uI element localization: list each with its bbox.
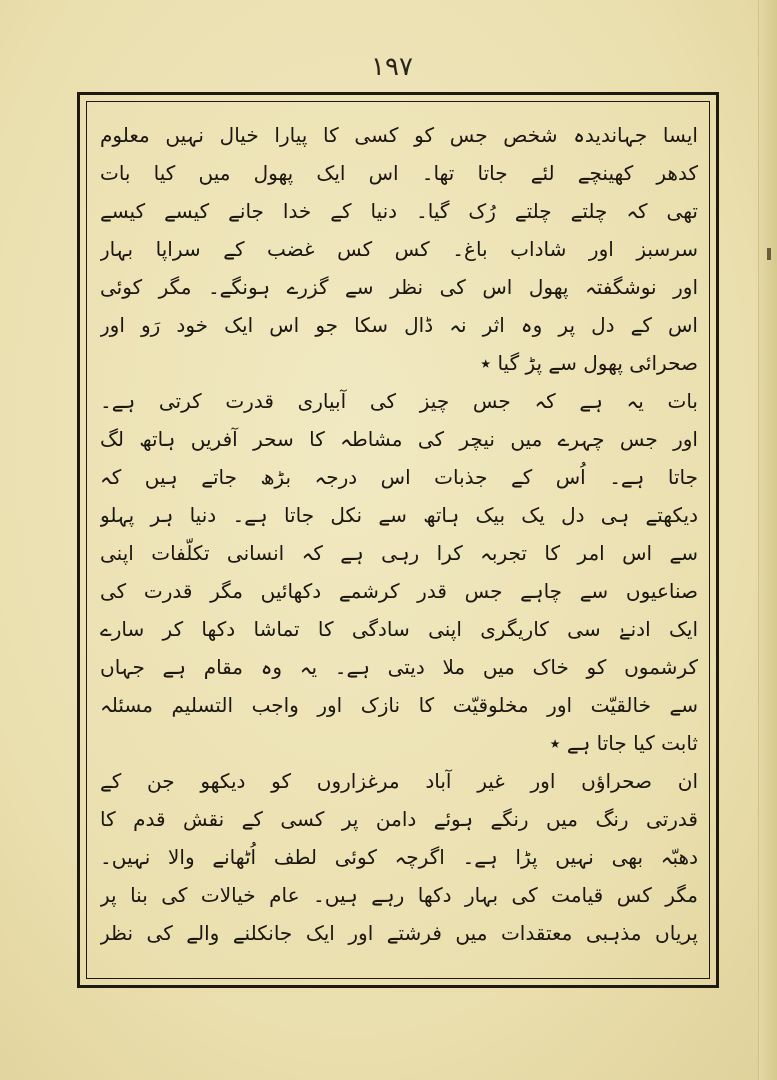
page-number: ۱۹۷	[371, 52, 413, 82]
text-line: پریاں مذہبی معتقدات میں فرشتے اور ایک جانکلنے والے کی نظر	[100, 921, 698, 945]
text-line: ان صحراؤں اور غیر آباد مرغزاروں کو دیکھو جن کے	[100, 769, 698, 793]
text-line: سے خالقیّت اور مخلوقیّت کا نازک اور واجب التسلیم مسئلہ	[100, 693, 698, 717]
text-line: دھبّہ بھی نہیں پڑا ہے۔ اگرچہ کوئی لطف اُٹھانے والا نہیں۔	[100, 845, 698, 869]
text-line: دیکھتے ہی دل یک بیک ہاتھ سے نکل جاتا ہے۔ دنیا ہر پہلو	[100, 503, 698, 527]
edge-mark	[767, 248, 771, 260]
text-line: قدرتی رنگ میں رنگے ہوئے دامن پر کسی کے نقش قدم کا	[100, 807, 698, 831]
body-text	[100, 108, 698, 968]
text-line: صحرائی پھول سے پڑ گیا ٭	[480, 351, 698, 375]
text-line: ثابت کیا جاتا ہے ٭	[549, 731, 698, 755]
text-line: جاتا ہے۔ اُس کے جذبات اس درجہ بڑھ جاتے ہیں کہ	[100, 465, 698, 489]
text-line: ایک ادنےٰ سی کاریگری اپنی سادگی کا تماشا دکھا کر سارے	[100, 617, 698, 641]
text-line: ایسا جہاندیدہ شخص جس کو کسی کا پیارا خیال نہیں معلوم	[100, 123, 698, 147]
text-line: مگر کس قیامت کی بہار دکھا رہے ہیں۔ عام خیالات کی بنا پر	[100, 883, 698, 907]
text-line: صناعیوں سے چاہے جس قدر کرشمے دکھائیں مگر قدرت کی	[100, 579, 698, 603]
text-line: سرسبز اور شاداب باغ۔ کس کس غضب کے سراپا بہار	[100, 237, 698, 261]
text-line: اس کے دل پر وہ اثر نہ ڈال سکا جو اس ایک خود رَو اور	[100, 313, 698, 337]
text-line: اور نوشگفتہ پھول اس کی نظر سے گزرے ہونگے۔ مگر کوئی	[100, 275, 698, 299]
text-line: کرشموں کو خاک میں ملا دیتی ہے۔ یہ وہ مقام ہے جہاں	[100, 655, 698, 679]
text-line: تھی کہ چلتے چلتے رُک گیا۔ دنیا کے خدا جانے کیسے کیسے	[100, 199, 698, 223]
text-line: بات یہ ہے کہ جس چیز کی آبیاری قدرت کرتی ہے۔	[100, 389, 698, 413]
text-line: سے اس امر کا تجربہ کرا رہی ہے کہ انسانی تکلّفات اپنی	[100, 541, 698, 565]
text-line: اور جس چہرے میں نیچر کی مشاطہ کا سحر آفریں ہاتھ لگ	[100, 427, 698, 451]
text-line: کدھر کھینچے لئے جاتا تھا۔ اس ایک پھول میں کیا بات	[100, 161, 698, 185]
page-edge	[758, 0, 777, 1080]
